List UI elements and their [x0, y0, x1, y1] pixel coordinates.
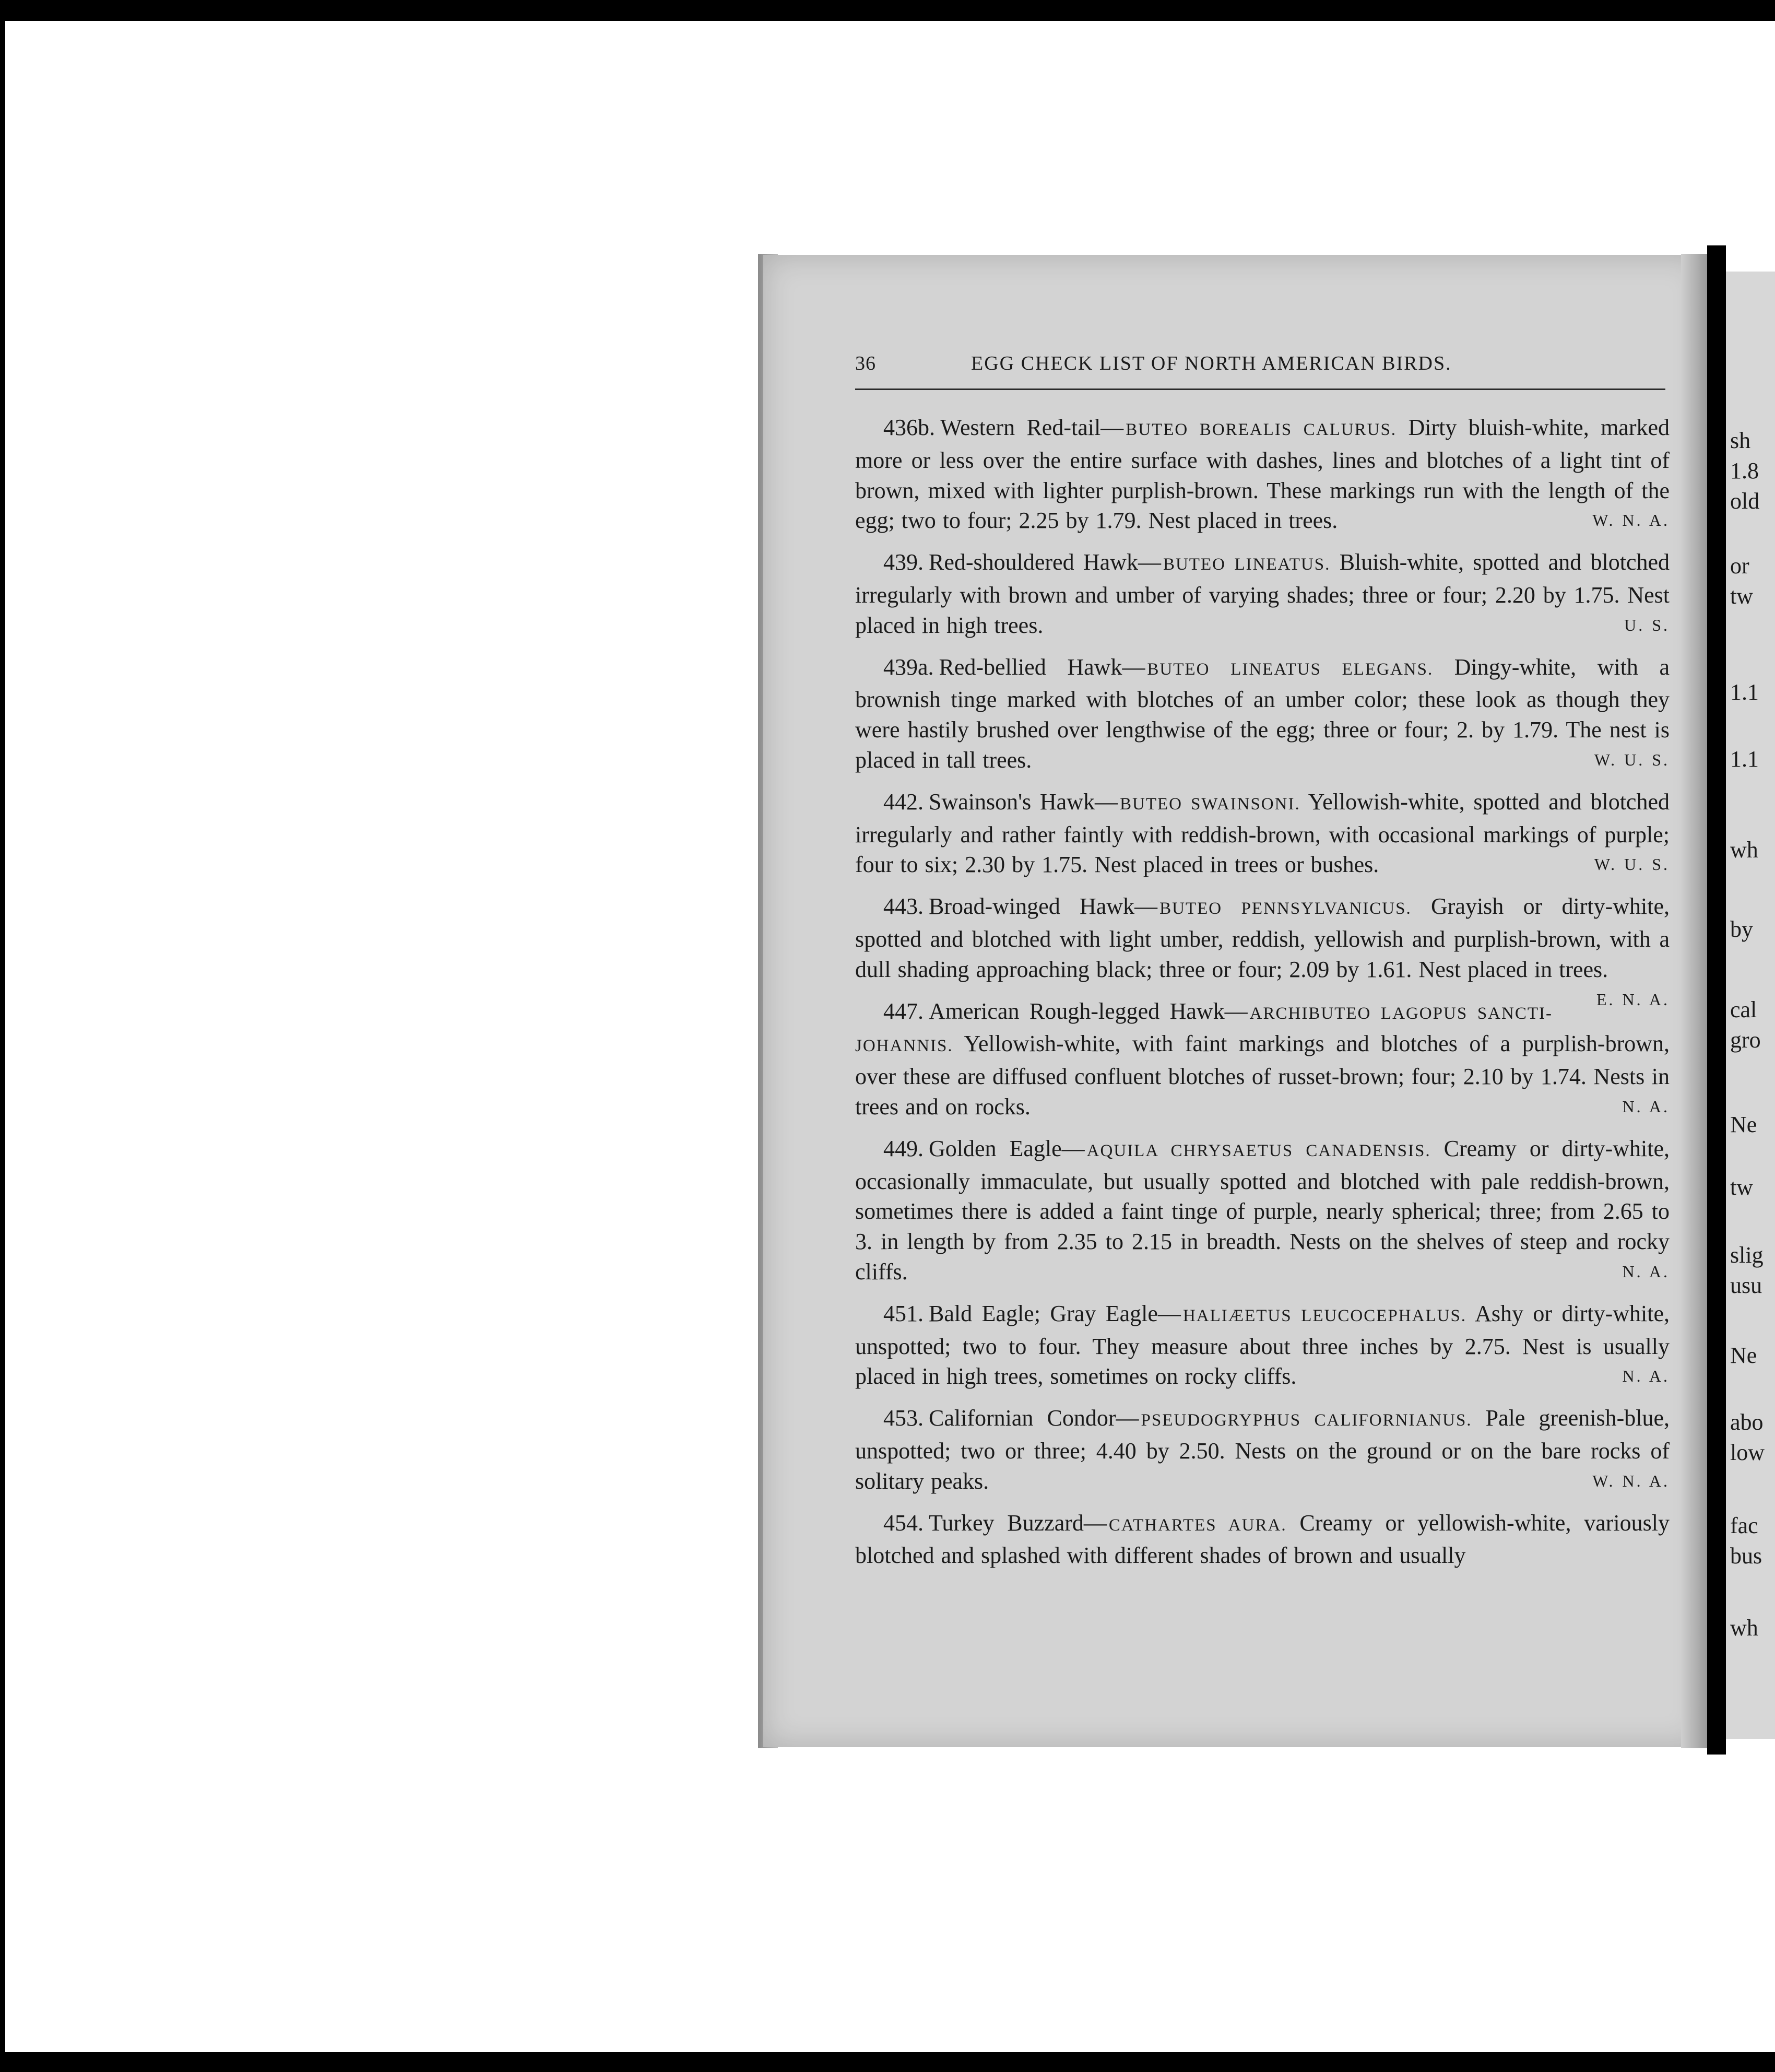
- page-edge-shadow-right: [1681, 254, 1707, 1748]
- common-name: Golden Eagle—: [929, 1135, 1085, 1161]
- common-name: Californian Condor—: [929, 1405, 1139, 1431]
- common-name: Broad-winged Hawk—: [929, 893, 1158, 920]
- facing-fragment: wh: [1730, 1615, 1758, 1641]
- egg-description: Bluish-white, spotted and blotched irregularly with brown and umber of varying shades; three or four; 2.20 by 1.75. Nest placed in high trees.: [855, 549, 1670, 638]
- entry-number: 447.: [883, 998, 924, 1024]
- entry-number: 439a.: [883, 654, 934, 680]
- scientific-name: ARCHIBUTEO LAGOPUS SANCTI-JOHANNIS.: [855, 1004, 1553, 1056]
- facing-fragment: Ne: [1730, 1112, 1757, 1137]
- facing-fragment: 1.1: [1730, 746, 1759, 772]
- species-entry: [855, 1508, 1670, 1571]
- species-entry: [855, 1403, 1670, 1496]
- egg-description: Dingy-white, with a brownish tinge marked with blotches of an umber color; these look as though they were hastily brushed over lengthwise of the egg; three or four; 2. by 1.79. The nest is placed in tall trees.: [855, 654, 1670, 773]
- region-code: U. S.: [1624, 615, 1670, 634]
- egg-description: Yellowish-white, spotted and blotched irregularly and rather faintly with reddish-brown, with occasional markings of purple; four to six; 2.30 by 1.75. Nest placed in trees or bushes.: [855, 788, 1670, 878]
- species-entry: [855, 413, 1670, 536]
- facing-fragment: 1.8: [1730, 458, 1759, 484]
- egg-description: Yellowish-white, with faint markings and blotches of a purplish-brown, over these are diffused confluent blotches of russet-brown; four; 2.10 by 1.74. Nests in trees and on rocks.: [855, 1031, 1670, 1120]
- entry-number: 443.: [883, 893, 924, 920]
- region-code: N. A.: [1622, 1367, 1670, 1386]
- entry-number: 449.: [883, 1135, 924, 1161]
- common-name: Red-bellied Hawk—: [939, 654, 1145, 680]
- facing-fragment: old: [1730, 488, 1760, 514]
- egg-description: Grayish or dirty-white, spotted and blotched with light umber, reddish, yellowish and purplish-brown, with a dull shading approaching black; three or four; 2.09 by 1.61. Nest placed in trees.: [855, 893, 1670, 982]
- facing-fragment: tw: [1730, 1174, 1753, 1200]
- egg-description: Ashy or dirty-white, unspotted; two to four. They measure about three inches by 2.75. Nest is usually placed in high trees, sometimes on rocky cliffs.: [855, 1300, 1670, 1390]
- common-name: Swainson's Hawk—: [929, 788, 1118, 815]
- region-code: W. N. A.: [1592, 511, 1670, 530]
- facing-fragment: gro: [1730, 1027, 1761, 1053]
- facing-page: [1726, 272, 1775, 1739]
- common-name: Red-shouldered Hawk—: [929, 549, 1161, 575]
- scientific-name: BUTEO PENNSYLVANICUS.: [1159, 899, 1412, 919]
- species-entry: [855, 547, 1670, 640]
- scientific-name: AQUILA CHRYSAETUS CANADENSIS.: [1086, 1141, 1431, 1160]
- scientific-name: BUTEO LINEATUS.: [1163, 555, 1331, 574]
- egg-description: Pale greenish-blue, unspotted; two or three; 4.40 by 2.50. Nests on the ground or on the bare rocks of solitary peaks.: [855, 1405, 1670, 1494]
- facing-fragment: low: [1730, 1440, 1765, 1465]
- entry-number: 436b.: [883, 415, 935, 440]
- region-code: N. A.: [1622, 1262, 1670, 1281]
- entry-number: 439.: [883, 549, 924, 575]
- region-code: W. N. A.: [1592, 1471, 1670, 1490]
- book-gutter: [1707, 245, 1726, 1755]
- facing-fragment: slig: [1730, 1242, 1764, 1268]
- species-entry: [855, 1299, 1670, 1392]
- running-head: EGG CHECK LIST OF NORTH AMERICAN BIRDS.: [971, 352, 1452, 374]
- facing-fragment: 1.1: [1730, 679, 1759, 705]
- facing-fragment: usu: [1730, 1273, 1762, 1298]
- scan-edge-left: [0, 0, 5, 2072]
- scan-edge-bottom: [0, 2052, 1775, 2072]
- facing-fragment: sh: [1730, 428, 1751, 453]
- region-code: W. U. S.: [1594, 855, 1670, 874]
- scientific-name: BUTEO SWAINSONI.: [1119, 794, 1300, 814]
- facing-fragment: or: [1730, 553, 1749, 579]
- egg-description: Dirty bluish-white, marked more or less over the entire surface with dashes, lines and blotches of a light tint of brown, mixed with lighter purplish-brown. These markings run with the length of the egg; two to four; 2.25 by 1.79. Nest placed in trees.: [855, 415, 1670, 534]
- header-rule: [855, 388, 1665, 390]
- entry-number: 454.: [883, 1510, 924, 1536]
- page-body: [855, 413, 1670, 1582]
- region-code: E. N. A.: [1596, 990, 1670, 1009]
- entry-number: 442.: [883, 788, 924, 815]
- species-entry: [855, 996, 1670, 1122]
- region-code: W. U. S.: [1594, 750, 1670, 769]
- scientific-name: BUTEO BOREALIS CALURUS.: [1126, 420, 1397, 439]
- facing-fragment: wh: [1730, 837, 1758, 863]
- facing-fragment: cal: [1730, 997, 1757, 1022]
- scientific-name: PSEUDOGRYPHUS CALIFORNIANUS.: [1141, 1411, 1472, 1430]
- common-name: Western Red-tail—: [940, 415, 1124, 440]
- page-number: 36: [855, 352, 876, 374]
- species-entry: [855, 1134, 1670, 1287]
- common-name: American Rough-legged Hawk—: [929, 998, 1248, 1024]
- common-name: Bald Eagle; Gray Eagle—: [929, 1300, 1181, 1326]
- facing-fragment: tw: [1730, 583, 1753, 609]
- scientific-name: HALIÆETUS LEUCOCEPHALUS.: [1182, 1306, 1467, 1325]
- scan-edge-top: [0, 0, 1775, 21]
- facing-fragment: Ne: [1730, 1343, 1757, 1368]
- facing-fragment: bus: [1730, 1543, 1762, 1569]
- facing-fragment: abo: [1730, 1409, 1764, 1435]
- scientific-name: BUTEO LINEATUS ELEGANS.: [1147, 660, 1434, 679]
- entry-number: 453.: [883, 1405, 924, 1431]
- facing-fragment: by: [1730, 916, 1753, 942]
- scientific-name: CATHARTES AURA.: [1108, 1515, 1287, 1535]
- species-entry: [855, 891, 1670, 1009]
- page-header: [855, 345, 1665, 386]
- common-name: Turkey Buzzard—: [929, 1510, 1107, 1536]
- entry-number: 451.: [883, 1300, 924, 1326]
- region-code: N. A.: [1622, 1097, 1670, 1116]
- species-entry: [855, 787, 1670, 880]
- egg-description: Creamy or yellowish-white, variously blotched and splashed with different shades of brown and usually: [855, 1510, 1670, 1569]
- egg-description: Creamy or dirty-white, occasionally immaculate, but usually spotted and blotched with pale reddish-brown, sometimes there is added a faint tinge of purple, nearly spherical; three; from 2.65 to 3. in length by from 2.35 to 2.15 in breadth. Nests on the shelves of steep and rocky cliffs.: [855, 1135, 1670, 1285]
- facing-fragment: fac: [1730, 1513, 1758, 1538]
- species-entry: [855, 652, 1670, 775]
